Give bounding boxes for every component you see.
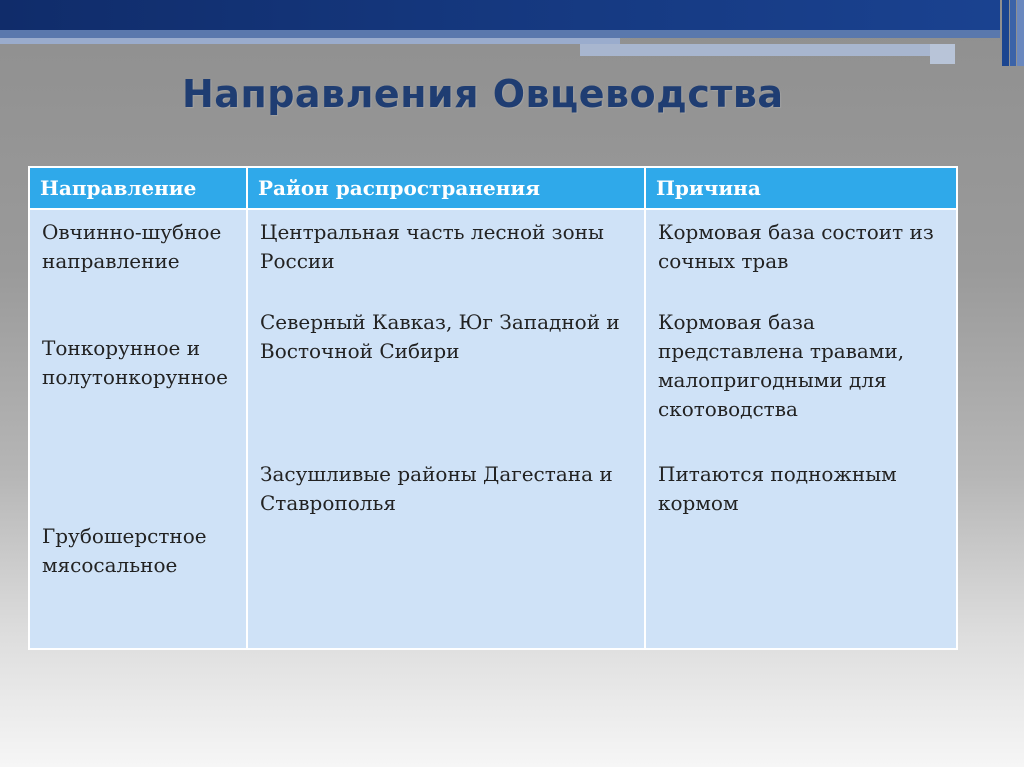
sheep-directions-table [28, 166, 958, 650]
header-reason: Причина [645, 167, 957, 209]
banner-bar [1017, 0, 1024, 66]
region-column [247, 209, 645, 649]
banner-stripe [580, 44, 940, 56]
reason-cell: Кормовая база состоит из сочных трав [658, 220, 934, 273]
direction-cell: Грубошерстное мясосальное [42, 524, 207, 577]
direction-cell: Тонкорунное и полутонкорунное [42, 336, 228, 389]
direction-cell: Овчинно-шубное направление [42, 220, 222, 273]
direction-column [29, 209, 247, 649]
table-header-row [29, 167, 957, 209]
banner-stripe [0, 38, 620, 44]
slide-title: Направления Овцеводства [182, 72, 784, 116]
banner-stripe [0, 0, 1000, 30]
decorative-banner [0, 0, 1024, 70]
banner-stripe [0, 30, 1000, 38]
reason-cell: Питаются подножным кормом [658, 462, 897, 515]
table-row [29, 209, 957, 649]
region-cell: Центральная часть лесной зоны России [260, 220, 604, 273]
banner-stripe [930, 44, 955, 64]
reason-column [645, 209, 957, 649]
region-cell: Северный Кавказ, Юг Западной и Восточной Сибири [260, 310, 620, 363]
banner-bar [1002, 0, 1009, 66]
banner-bar [1010, 0, 1016, 66]
header-direction: Направление [29, 167, 247, 209]
reason-cell: Кормовая база представлена травами, малопригодными для скотоводства [658, 310, 905, 421]
header-region: Район распространения [247, 167, 645, 209]
region-cell: Засушливые районы Дагестана и Ставрополья [260, 462, 613, 515]
